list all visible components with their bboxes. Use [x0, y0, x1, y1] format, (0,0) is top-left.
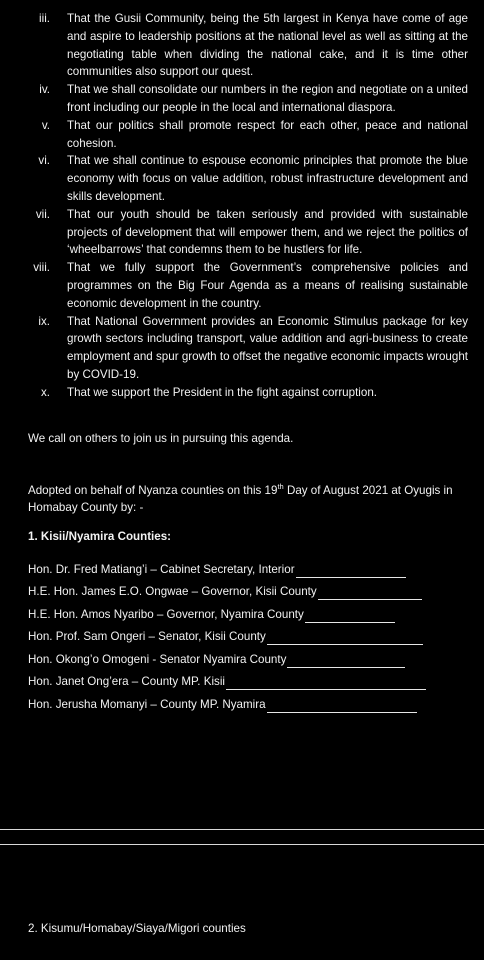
resolution-number: ix. [38, 314, 50, 328]
signature-line [305, 609, 395, 623]
group-title-kisumu-homabay-siaya-migori: 2. Kisumu/Homabay/Siaya/Migori counties [28, 922, 246, 935]
resolution-item [0, 81, 484, 117]
resolution-number: v. [41, 118, 50, 132]
signatory-row [28, 600, 448, 623]
signature-line [267, 631, 423, 645]
resolution-item [0, 10, 484, 81]
signature-line [318, 586, 422, 600]
signatory-name: Hon. Okong’o Omogeni - Senator Nyamira County [28, 652, 287, 666]
signatory-name: Hon. Janet Ong’era – County MP. Kisii [28, 675, 225, 688]
signatory-row [28, 690, 448, 713]
signatory-name: Hon. Jerusha Momanyi – County MP. Nyamira [28, 697, 266, 711]
resolution-text: That we shall continue to espouse economic principles that promote the blue economy with focus on value addition, robust infrastructure development and skills development. [67, 154, 468, 203]
resolutions-list [0, 10, 484, 402]
adoption-text-start: Adopted on behalf of Nyanza counties on this 19 [28, 483, 278, 497]
resolution-text: That we shall consolidate our numbers in the region and negotiate on a united front including our people in the local and international diaspora. [67, 83, 468, 114]
signatory-name: H.E. Hon. Amos Nyaribo – Governor, Nyamira County [28, 607, 304, 621]
resolution-item [0, 384, 484, 402]
signatory-row [28, 578, 448, 601]
resolution-text: That our politics shall promote respect for each other, peace and national cohesion. [67, 118, 468, 150]
group-title-kisii-nyamira: 1. Kisii/Nyamira Counties: [28, 530, 172, 543]
resolution-text: That we fully support the Government’s comprehensive policies and programmes on the Big Four Agenda as a means of realising sustainable economic development in the country. [67, 261, 468, 310]
signatory-name: H.E. Hon. James E.O. Ongwae – Governor, Kisii County [28, 585, 317, 598]
adoption-text-end: Day of August 2021 at Oyugis in Homabay County by: - [28, 483, 453, 514]
signatory-list [28, 555, 448, 713]
signatory-row [28, 623, 448, 646]
resolution-item [0, 117, 484, 153]
resolution-number: vi. [38, 154, 50, 168]
resolution-number: iv. [39, 83, 50, 97]
resolution-item [0, 259, 484, 312]
resolution-text: That we support the President in the fight against corruption. [67, 385, 377, 399]
resolution-text: That our youth should be taken seriously and provided with sustainable projects of development that will empower them, and we reject the politics of ‘wheelbarrows’ that condemns them to be hustlers for life. [67, 207, 468, 257]
page-divider-bottom [0, 844, 484, 845]
resolution-item [0, 206, 484, 259]
signature-line [287, 654, 405, 668]
call-to-action: We call on others to join us in pursuing this agenda. [28, 432, 294, 445]
signatory-row [28, 555, 448, 578]
resolution-text: That National Government provides an Economic Stimulus package for key growth sectors including transport, value addition and agri-business to create employment and spur growth to offset the negative economic impacts wrought by COVID-19. [67, 314, 468, 381]
signature-line [226, 676, 426, 690]
signatory-name: Hon. Dr. Fred Matiang’i – Cabinet Secretary, Interior [28, 562, 295, 576]
signatory-row [28, 645, 448, 668]
adoption-statement [28, 478, 468, 516]
resolution-number: x. [40, 385, 50, 399]
signatory-name: Hon. Prof. Sam Ongeri – Senator, Kisii County [28, 630, 266, 643]
resolution-item [0, 152, 484, 205]
signature-line [296, 564, 406, 578]
ordinal-suffix: th [277, 482, 284, 491]
resolution-text: That the Gusii Community, being the 5th largest in Kenya have come of age and aspire to leadership positions at the national level as well as sitting at the negotiating table when dividing the national cake, and it is time other communities also support our quest. [67, 12, 468, 79]
resolution-number: iii. [39, 12, 50, 25]
signatory-row [28, 668, 448, 691]
resolution-number: vii. [35, 207, 50, 221]
resolution-item [0, 313, 484, 384]
resolution-number: viii. [33, 261, 50, 275]
page-divider-top [0, 829, 484, 830]
signature-line [267, 699, 417, 713]
